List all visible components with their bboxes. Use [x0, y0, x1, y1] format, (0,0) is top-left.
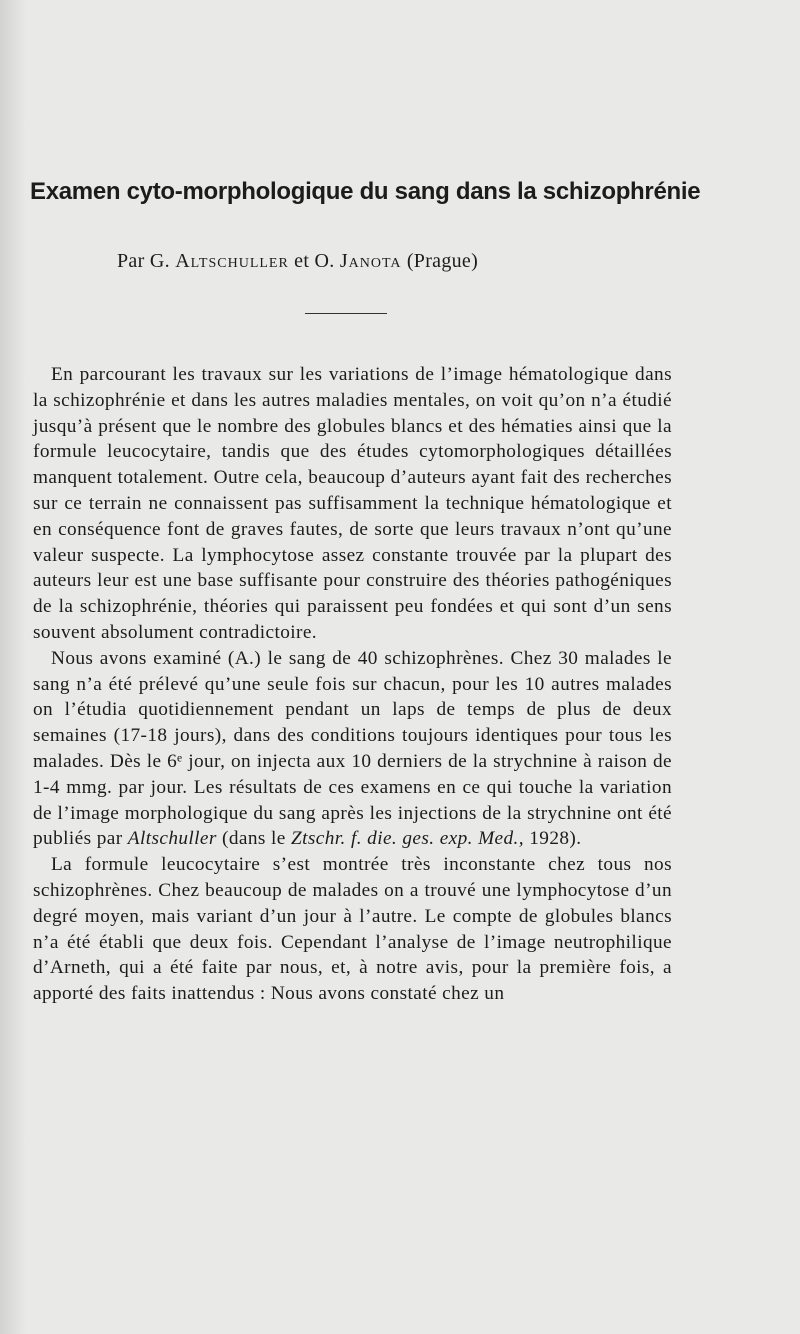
paragraph-3: La formule leucocytaire s’est montrée très inconstante chez tous nos schizophrènes. Chez beaucoup de malades on a trouvé une lymphocytose d’un degré moyen, mais variant d’un jour à l’autre. Le compte de globules blancs n’a été établi que deux fois. Cependant l’analyse de l’image neutrophilique d’Arneth, qui a été faite par nous, et, à notre avis, pour la première fois, a apporté des faits inattendus : Nous avons constaté chez un — [33, 854, 672, 1005]
byline-and: et O. — [294, 250, 335, 272]
byline-prefix: Par G. — [117, 250, 170, 272]
paragraph-2-part-1: Nous avons examiné (A.) le sang de 40 schizophrènes. Chez 30 malades le sang n’a été prélevé qu’une seule fois sur chacun, pour les 10 autres malades on l’étudia quotidiennement pendant un laps de temps de plus de deux semaines (17-18 jours), dans des conditions toujours identiques pour tous les malades. Dès le 6ᵉ jour, on injecta aux 10 derniers de la strychnine à raison de 1-4 mmg. par jour. Les résultats de ces examens en ce qui touche la variation de l’image morphologique du sang après les injections de la strychnine ont été publiés par — [33, 647, 672, 850]
paragraph-1: En parcourant les travaux sur les variations de l’image hématologique dans la schizophrénie et dans les autres maladies mentales, on voit qu’on n’a étudié jusqu’à présent que le nombre des globules blancs et des hématies ainsi que la formule leucocytaire, tandis que des études cytomorphologiques détaillées manquent totalement. Outre cela, beaucoup d’auteurs ayant fait des recherches sur ce terrain ne connaissent pas suffisamment la technique hématologique et en conséquence font de graves fautes, de sorte que leurs travaux n’ont qu’une valeur suspecte. La lymphocytose assez constante trouvée par la plupart des auteurs leur est une base suffisante pour construire des théories pathogéniques de la schizophrénie, théories qui paraissent peu fondées et qui sont d’un sens souvent absolument contradictoire. — [33, 364, 672, 643]
article-body — [33, 362, 672, 1007]
author-1: Altschuller — [175, 250, 289, 272]
paragraph-2-part-3: 1928). — [529, 828, 582, 850]
author-reference: Altschuller — [127, 828, 217, 850]
title-separator-rule — [305, 313, 387, 314]
paragraph-2-part-2: (dans le — [222, 828, 286, 850]
author-2: Janota — [339, 250, 402, 272]
page-edge-shadow — [0, 0, 26, 1334]
article-title: Examen cyto-morphologique du sang dans la schizophrénie — [30, 178, 701, 205]
byline-location: (Prague) — [406, 250, 479, 272]
article-byline — [117, 250, 717, 273]
paragraph-2 — [33, 646, 672, 852]
journal-reference: Ztschr. f. die. ges. exp. Med., — [290, 828, 524, 850]
